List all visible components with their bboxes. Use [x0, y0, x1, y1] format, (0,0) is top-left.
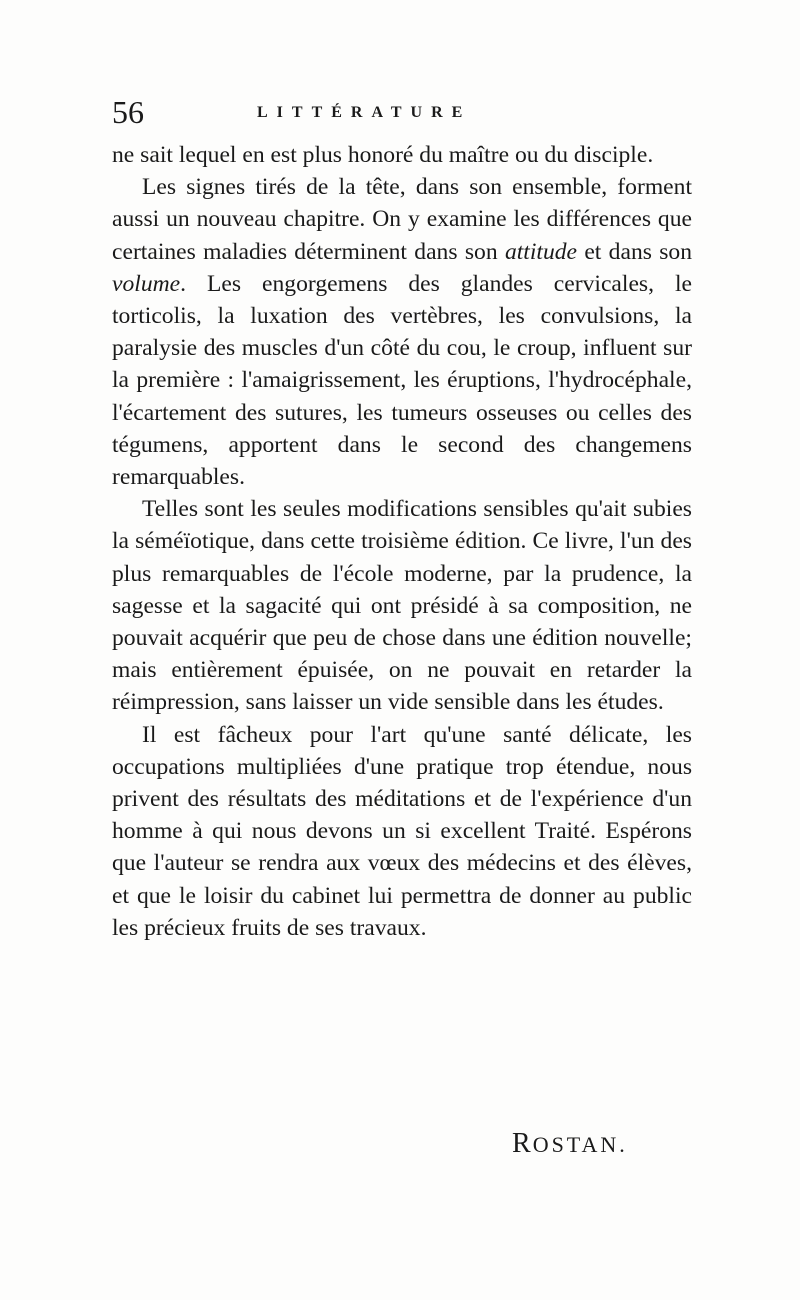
- signature-initial: R: [512, 1128, 533, 1159]
- article-body: [112, 139, 692, 944]
- paragraph-3: Telles sont les seules modifications sensibles qu'ait subies la séméïotique, dans cette troisième édition. Ce livre, l'un des plus remarquables de l'école moderne, par la prudence, la sagesse et la sagacité qui ont présidé à sa composition, ne pouvait acquérir que peu de chose dans une édition nouvelle; mais entièrement épuisée, on ne pouvait en retarder la réimpression, sans laisser un vide sensible dans les études.: [112, 496, 692, 716]
- italic-volume: volume: [112, 270, 181, 297]
- page-header: [112, 92, 712, 132]
- author-signature: [512, 1128, 628, 1161]
- italic-attitude: attitude: [504, 238, 578, 265]
- signature-rest: OSTAN.: [532, 1132, 628, 1157]
- paragraph-1: ne sait lequel en est plus honoré du maître ou du disciple.: [112, 142, 654, 168]
- paragraph-2: [112, 171, 692, 493]
- paragraph-2-part-b: et dans son: [577, 238, 693, 265]
- paragraph-2-part-a: Les signes tirés de la tête, dans son ensemble, forment aussi un nouveau chapitre. On y examine les différences que certaines maladies déterminent dans son: [112, 174, 692, 265]
- paragraph-2-part-c: . Les engorgemens des glandes cervicales, le torticolis, la luxation des vertèbres, les convulsions, la paralysie des muscles d'un côté du cou, le croup, influent sur la première : l'amaigrissement, les éruptions, l'hydrocéphale, l'écartement des sutures, les tumeurs osseuses ou celles des tégumens, apportent dans le second des changemens remarquables.: [112, 270, 692, 491]
- paragraph-4: Il est fâcheux pour l'art qu'une santé délicate, les occupations multipliées d'une pratique trop étendue, nous privent des résultats des méditations et de l'expérience d'un homme à qui nous devons un si excellent Traité. Espérons que l'auteur se rendra aux vœux des médecins et des élèves, et que le loisir du cabinet lui permettra de donner au public les précieux fruits de ses travaux.: [112, 721, 692, 941]
- running-head: LITTÉRATURE: [257, 104, 472, 121]
- page-number: 56: [112, 94, 144, 130]
